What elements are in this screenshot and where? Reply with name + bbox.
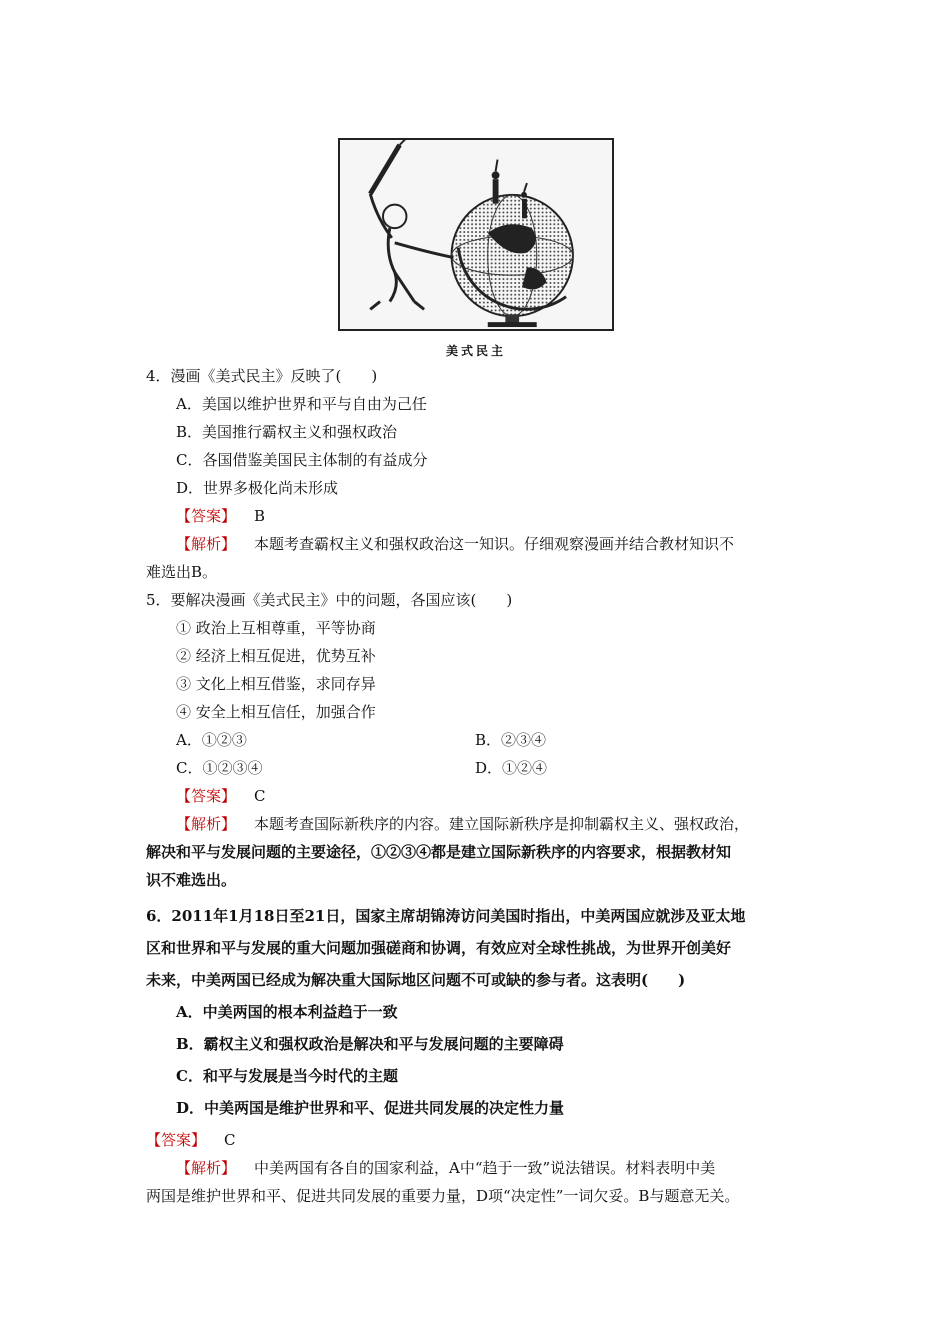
q6-analysis-1: 【解析】 中美两国有各自的国家利益，A中“趋于一致”说法错误。材料表明中美 xyxy=(176,1159,716,1177)
q5-option-b: B．②③④ xyxy=(475,731,547,749)
cartoon-drawing xyxy=(340,140,612,329)
q6-stem-2: 区和世界和平与发展的重大问题加强磋商和协调，有效应对全球性挑战，为世界开创美好 xyxy=(146,939,732,957)
q6-option-c: C．和平与发展是当今时代的主题 xyxy=(176,1067,398,1085)
q5-answer xyxy=(176,786,266,806)
q4-analysis-2: 难选出B。 xyxy=(146,563,218,581)
q6-option-b: B．霸权主义和强权政治是解决和平与发展问题的主要障碍 xyxy=(176,1035,564,1053)
answer-label: 【答案】 xyxy=(176,787,237,805)
answer-label: 【答案】 xyxy=(146,1131,207,1149)
q5-item-3: ③ 文化上相互借鉴，求同存异 xyxy=(176,675,376,693)
q5-option-d: D．①②④ xyxy=(475,759,548,777)
q5-analysis-2: 解决和平与发展问题的主要途径，①②③④都是建立国际新秩序的内容要求，根据教材知 xyxy=(146,843,732,861)
q5-option-c: C．①②③④ xyxy=(176,759,263,777)
answer-value: C xyxy=(224,1131,236,1149)
q5-item-1: ① 政治上互相尊重，平等协商 xyxy=(176,619,376,637)
q4-option-d: D．世界多极化尚未形成 xyxy=(176,479,339,497)
q6-analysis-2: 两国是维护世界和平、促进共同发展的重要力量，D项“决定性”一词欠妥。B与题意无关。 xyxy=(146,1187,740,1205)
cartoon-image xyxy=(338,138,614,331)
q6-option-d: D．中美两国是维护世界和平、促进共同发展的决定性力量 xyxy=(176,1099,565,1117)
q6-option-a: A．中美两国的根本利益趋于一致 xyxy=(176,1003,398,1021)
q5-item-4: ④ 安全上相互信任，加强合作 xyxy=(176,703,376,721)
q5-stem: 5．要解决漫画《美式民主》中的问题，各国应该( ) xyxy=(146,591,513,609)
q4-option-a: A．美国以维护世界和平与自由为己任 xyxy=(176,395,427,413)
answer-label: 【答案】 xyxy=(176,507,237,525)
q4-answer xyxy=(176,506,265,526)
q5-item-2: ② 经济上相互促进，优势互补 xyxy=(176,647,376,665)
answer-value: C xyxy=(254,787,266,805)
q4-stem: 4．漫画《美式民主》反映了( ) xyxy=(146,367,378,385)
analysis-label: 【解析】 xyxy=(176,535,237,553)
answer-value: B xyxy=(254,507,266,525)
q4-analysis-1: 【解析】 本题考查霸权主义和强权政治这一知识。仔细观察漫画并结合教材知识不 xyxy=(176,535,735,553)
analysis-label: 【解析】 xyxy=(176,1159,237,1177)
q5-analysis-1: 【解析】 本题考查国际新秩序的内容。建立国际新秩序是抑制霸权主义、强权政治， xyxy=(176,815,750,833)
cartoon-caption: 美式民主 xyxy=(445,344,506,358)
q5-analysis-3: 识不难选出。 xyxy=(146,871,237,889)
q4-option-c: C．各国借鉴美国民主体制的有益成分 xyxy=(176,451,428,469)
q6-answer xyxy=(146,1130,236,1150)
analysis-label: 【解析】 xyxy=(176,815,237,833)
q6-stem-1: 6．2011年1月18日至21日，国家主席胡锦涛访问美国时指出，中美两国应就涉及亚太地 xyxy=(146,907,746,925)
q5-option-a: A．①②③ xyxy=(176,731,247,749)
q6-stem-3: 未来，中美两国已经成为解决重大国际地区问题不可或缺的参与者。这表明( ) xyxy=(146,971,686,989)
q4-option-b: B．美国推行霸权主义和强权政治 xyxy=(176,423,398,441)
